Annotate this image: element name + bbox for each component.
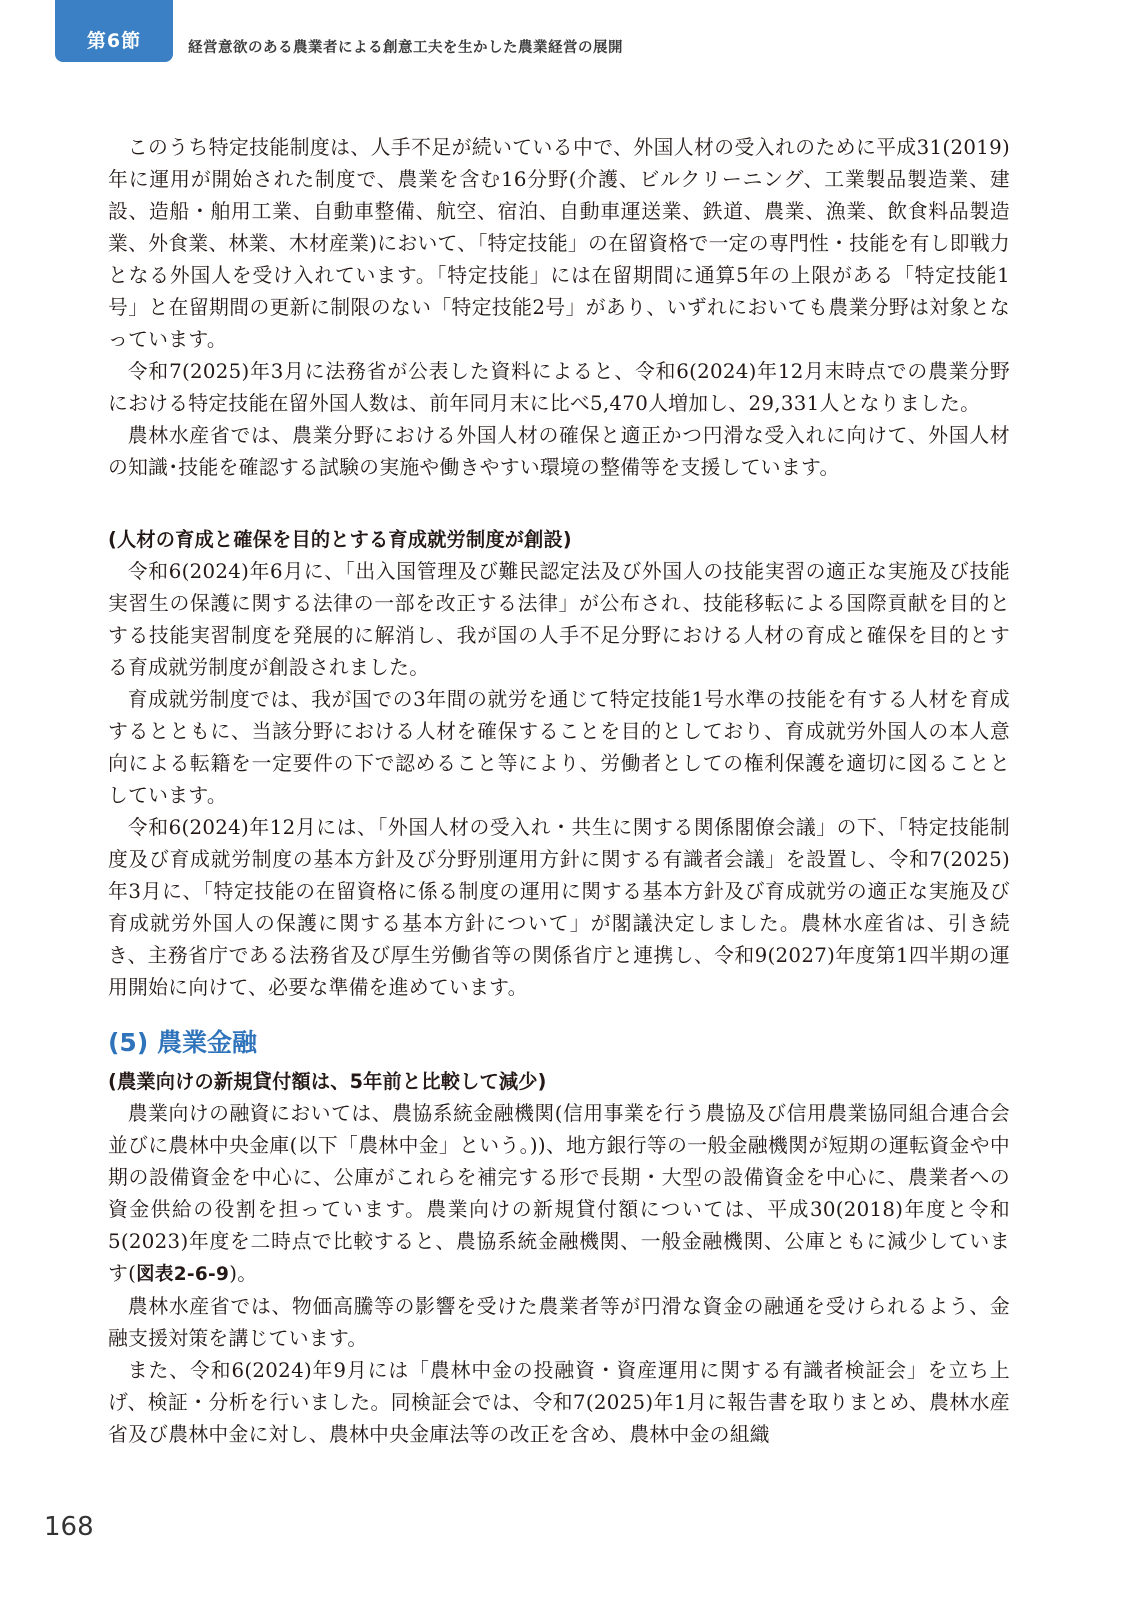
paragraph: このうち特定技能制度は、人手不足が続いている中で、外国人材の受入れのために平成31(2019)年に運用が開始された制度で、農業を含む16分野(介護、ビルクリーニング、工業製品製造業、建設、造船・舶用工業、自動車整備、航空、宿泊、自動車運送業、鉄道、農業、漁業、飲食料品製造業、外食業、林業、木材産業)において、「特定技能」の在留資格で一定の専門性・技能を有し即戦力となる外国人を受け入れています。「特定技能」には在留期間に通算5年の上限がある「特定技能1号」と在留期間の更新に制限のない「特定技能2号」があり、いずれにおいても農業分野は対象となっています。 [108, 136, 1010, 351]
paragraph: 令和7(2025)年3月に法務省が公表した資料によると、令和6(2024)年12月末時点での農業分野における特定技能在留外国人数は、前年同月末に比べ5,470人増加し、29,331人となりました。 [108, 360, 1010, 415]
paragraph: 令和6(2024)年6月に、「出入国管理及び難民認定法及び外国人の技能実習の適正な実施及び技能実習生の保護に関する法律の一部を改正する法律」が公布され、技能移転による国際貢献を目的とする技能実習制度を発展的に解消し、我が国の人手不足分野における人材の育成と確保を目的とする育成就労制度が創設されました。 [108, 560, 1010, 679]
running-header-title: 経営意欲のある農業者による創意工夫を生かした農業経営の展開 [188, 40, 623, 56]
paragraph: 育成就労制度では、我が国での3年間の就労を通じて特定技能1号水準の技能を有する人材を育成するとともに、当該分野における人材を確保することを目的としており、育成就労外国人の本人意向による転籍を一定要件の下で認めること等により、労働者としての権利保護を適切に図ることとしています。 [108, 688, 1010, 807]
paragraph-text: 農業向けの融資においては、農協系統金融機関(信用事業を行う農協及び信用農業協同組合連合会並びに農林中央金庫(以下「農林中金」という。))、地方銀行等の一般金融機関が短期の運転資金や中期の設備資金を中心に、公庫がこれらを補完する形で長期・大型の設備資金を中心に、農業者への資金供給の役割を担っています。農業向けの新規貸付額については、平成30(2018)年度と令和5(2023)年度を二時点で比較すると、農協系統金融機関、一般金融機関、公庫ともに減少しています( [108, 1102, 1010, 1285]
subheading: (農業向けの新規貸付額は、5年前と比較して減少) [108, 1070, 547, 1093]
paragraph-text: )。 [229, 1262, 258, 1285]
paragraph [108, 1098, 1010, 1291]
spacer [108, 484, 1010, 524]
section-heading: (5) 農業金融 [108, 1028, 257, 1057]
main-content [108, 132, 1010, 1451]
paragraph: 農林水産省では、物価高騰等の影響を受けた農業者等が円滑な資金の融通を受けられるよう、金融支援対策を講じています。 [108, 1295, 1010, 1350]
paragraph: 令和6(2024)年12月には、「外国人材の受入れ・共生に関する関係閣僚会議」の下、「特定技能制度及び育成就労制度の基本方針及び分野別運用方針に関する有識者会議」を設置し、令和7(2025)年3月に、「特定技能の在留資格に係る制度の運用に関する基本方針及び育成就労の適正な実施及び育成就労外国人の保護に関する基本方針について」が閣議決定しました。農林水産省は、引き続き、主務省庁である法務省及び厚生労働省等の関係省庁と連携し、令和9(2027)年度第1四半期の運用開始に向けて、必要な準備を進めています。 [108, 816, 1010, 999]
figure-reference: 図表2-6-9 [136, 1264, 230, 1285]
subheading: (人材の育成と確保を目的とする育成就労制度が創設) [108, 528, 572, 551]
section-tab-label: 第6節 [86, 29, 142, 52]
paragraph: また、令和6(2024)年9月には「農林中金の投融資・資産運用に関する有識者検証会」を立ち上げ、検証・分析を行いました。同検証会では、令和7(2025)年1月に報告書を取りまとめ、農林水産省及び農林中金に対し、農林中央金庫法等の改正を含め、農林中金の組織 [108, 1359, 1010, 1446]
page-number: 168 [44, 1512, 94, 1542]
paragraph: 農林水産省では、農業分野における外国人材の確保と適正かつ円滑な受入れに向けて、外国人材の知識･技能を確認する試験の実施や働きやすい環境の整備等を支援しています。 [108, 424, 1010, 479]
section-tab [55, 0, 173, 62]
